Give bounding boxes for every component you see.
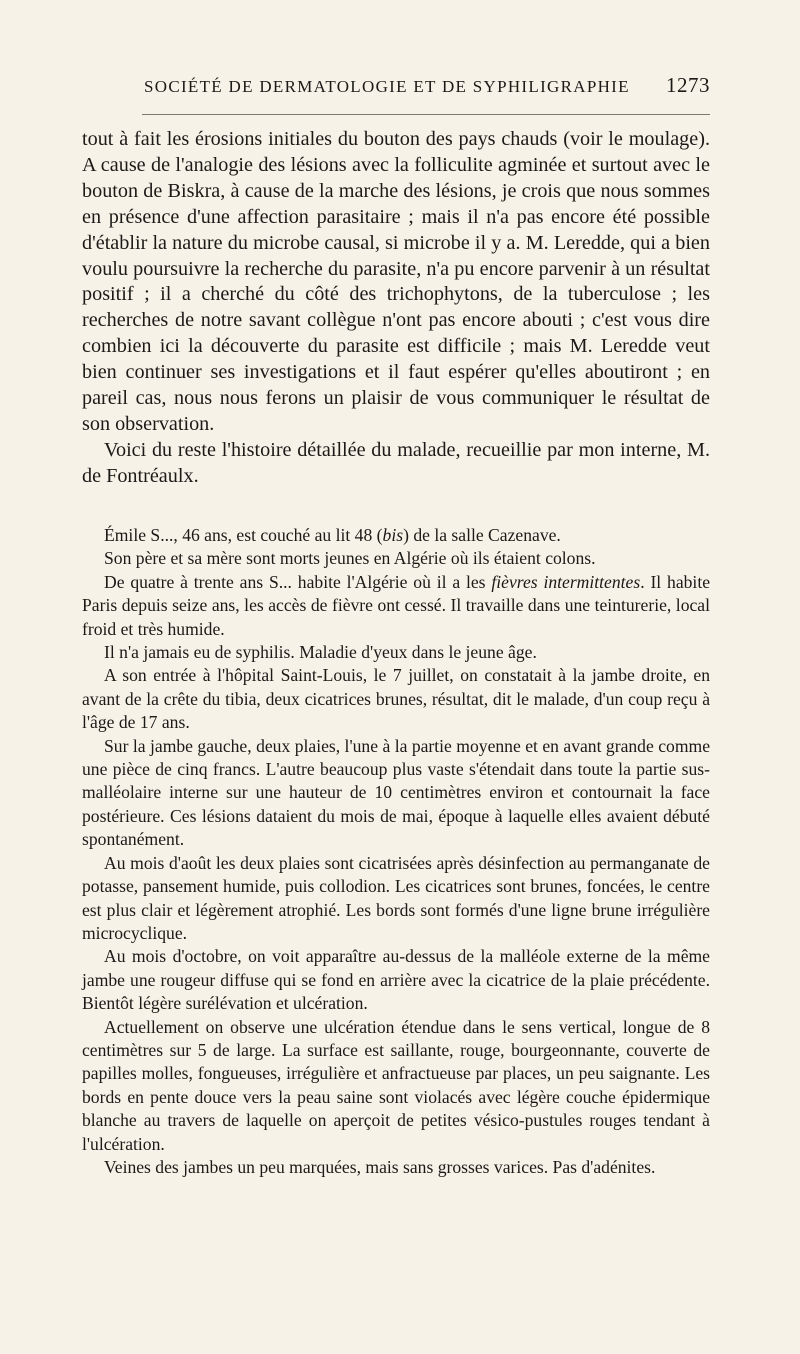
observation-paragraph: Sur la jambe gauche, deux plaies, l'une à la partie moyenne et en avant grande comme une pièce de cinq francs. L'autre beaucoup plus vaste s'étendait dans toute la partie sus-malléolaire interne sur une hauteur de 10 centimètres environ et contournait la face postérieure. Ces lésions dataient du mois de mai, époque à laquelle elles avaient débuté spontanément. <box>82 735 710 850</box>
observation-paragraph: Son père et sa mère sont morts jeunes en Algérie où ils étaient colons. <box>104 548 596 569</box>
observation-text: . Il habite Paris depuis seize ans, les accès de fièvre ont cessé. Il travaille dans une teinturerie, local froid et très humide. <box>82 571 711 639</box>
observation-paragraph <box>82 571 710 641</box>
observation-paragraph: Actuellement on observe une ulcération étendue dans le sens vertical, longue de 8 centimètres sur 5 de large. La surface est saillante, rouge, bourgeonnante, couverte de papilles molles, fongueuses, irrégulière et anfractueuse par places, un peu saignante. Les bords en pente douce vers la peau saine sont violacés avec légère couche épidermique blanche au travers de laquelle on aperçoit de petites vésico-pustules rouges tendant à l'ulcération. <box>82 1016 710 1154</box>
observation-paragraph <box>82 524 710 547</box>
observation-italic: fièvres intermittentes <box>491 571 641 592</box>
paragraph: Voici du reste l'histoire détaillée du malade, recueillie par mon interne, M. de Fontréaulx. <box>82 438 710 487</box>
observation-text: De quatre à trente ans S... habite l'Algérie où il a les <box>104 571 492 592</box>
page-number: 1273 <box>666 73 710 97</box>
body-text <box>82 127 710 490</box>
observation-paragraph: A son entrée à l'hôpital Saint-Louis, le 7 juillet, on constatait à la jambe droite, en avant de la crête du tibia, deux cicatrices brunes, résultat, dit le malade, d'un coup reçu à l'âge de 17 ans. <box>82 665 710 733</box>
running-header <box>144 73 710 103</box>
observation-text: ) de la salle Cazenave. <box>403 525 561 545</box>
observation-text: Émile S..., 46 ans, est couché au lit 48 ( <box>104 525 383 545</box>
paragraph: tout à fait les érosions initiales du bouton des pays chauds (voir le moulage). A cause de l'analogie des lésions avec la folliculite agminée et surtout avec le bouton de Biskra, à cause de la marche des lésions, je crois que nous sommes en présence d'une affection parasitaire ; mais il n'a pas encore été possible d'établir la nature du microbe causal, si microbe il y a. M. Leredde, qui a bien voulu poursuivre la recherche du parasite, n'a pu encore parvenir à un résultat positif ; il a cherché du côté des trichophytons, de la tuberculose ; les recherches de notre savant collègue n'ont pas encore abouti ; c'est vous dire combien ici la découverte du parasite est difficile ; mais M. Leredde veut bien continuer ses investigations et il faut espérer qu'elles aboutiront ; en pareil cas, nous nous ferons un plaisir de vous communiquer le résultat de son observation. <box>82 128 710 435</box>
observation-paragraph: Au mois d'août les deux plaies sont cicatrisées après désinfection au permanganate de potasse, pansement humide, puis collodion. Les cicatrices sont brunes, foncées, le centre est plus clair et légèrement atrophié. Les bords sont formés d'une ligne brune irrégulière microcyclique. <box>82 852 710 943</box>
observation-italic: bis <box>382 525 404 545</box>
observation-paragraph: Il n'a jamais eu de syphilis. Maladie d'yeux dans le jeune âge. <box>104 642 537 663</box>
observation-paragraph: Au mois d'octobre, on voit apparaître au-dessus de la malléole externe de la même jambe une rougeur diffuse qui se fond en arrière avec la cicatrice de la plaie précédente. Bientôt légère surélévation et ulcération. <box>82 946 710 1014</box>
observation-paragraph: Veines des jambes un peu marquées, mais sans grosses varices. Pas d'adénites. <box>104 1156 656 1177</box>
running-title: SOCIÉTÉ DE DERMATOLOGIE ET DE SYPHILIGRAPHIE <box>144 77 630 96</box>
case-observation <box>82 524 710 1179</box>
header-rule <box>142 114 710 115</box>
